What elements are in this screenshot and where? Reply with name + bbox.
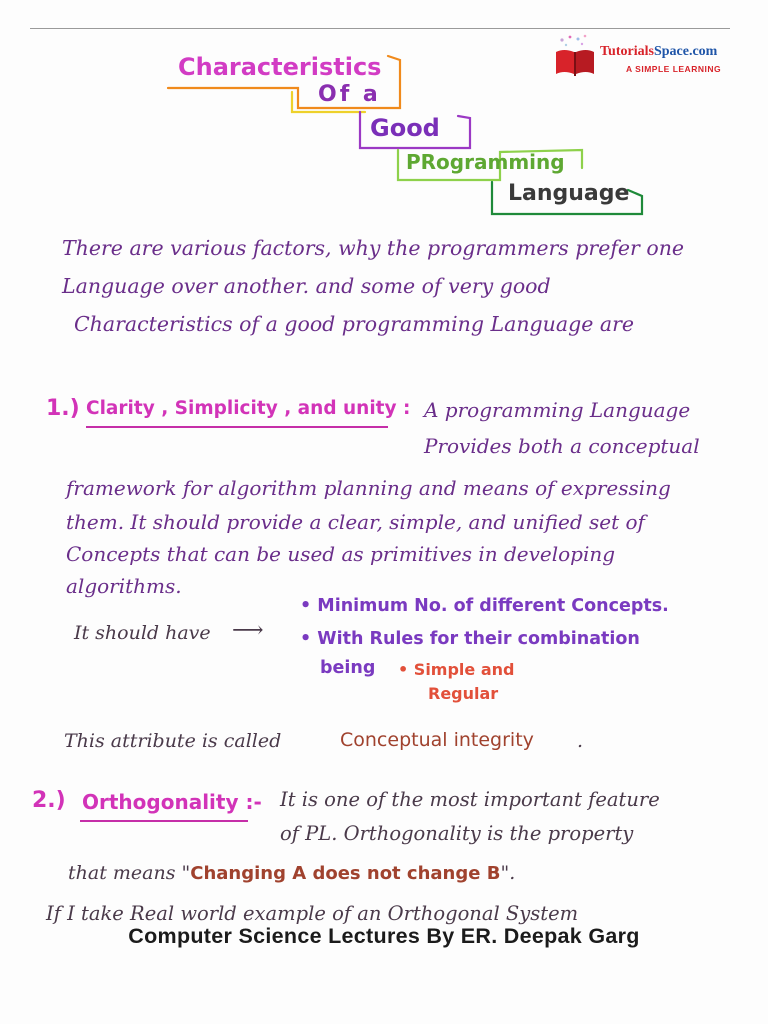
section1-line-4: them. It should provide a clear, simple, and unified set of bbox=[66, 510, 645, 534]
changing-a-quote: Changing A does not change B bbox=[190, 863, 501, 884]
intro-line-2: Language over another. and some of very good bbox=[62, 274, 551, 298]
section2-number: 2.) bbox=[32, 788, 66, 813]
section1-line-5: Concepts that can be used as primitives in developing bbox=[66, 542, 616, 566]
intro-line-1: There are various factors, why the programmers prefer one bbox=[62, 236, 685, 260]
title-word-of-a: Of a bbox=[318, 82, 381, 107]
bullet-minimum-concepts: • Minimum No. of different Concepts. bbox=[300, 596, 669, 616]
logo-name-part1: Tutorials bbox=[600, 44, 654, 59]
section1-line-2: Provides both a conceptual bbox=[424, 434, 700, 458]
section2-line-1: It is one of the most important feature bbox=[280, 788, 660, 811]
section1-heading-underline bbox=[86, 426, 388, 428]
book-logo-icon bbox=[552, 34, 598, 80]
section2-line-3 bbox=[68, 864, 515, 883]
title-word-language: Language bbox=[508, 181, 630, 206]
bullet-rules-combination: • With Rules for their combination bbox=[300, 629, 640, 649]
logo-tagline: A SIMPLE LEARNING bbox=[626, 64, 722, 74]
section1-line-3: framework for algorithm planning and means of expressing bbox=[66, 476, 671, 500]
should-have-arrow: ⟶ bbox=[232, 618, 264, 643]
being-text: being bbox=[320, 658, 376, 678]
section1-number: 1.) bbox=[46, 396, 80, 421]
sub-bullet-regular: Regular bbox=[428, 684, 499, 703]
section2-heading: Orthogonality :- bbox=[82, 790, 262, 814]
title-word-programming: PRogramming bbox=[406, 150, 565, 174]
section2-line-4: If I take Real world example of an Orthogonal System bbox=[46, 902, 579, 925]
attribute-text: This attribute is called bbox=[64, 730, 282, 752]
section1-line-6: algorithms. bbox=[66, 574, 182, 598]
section1-line-1: A programming Language bbox=[424, 398, 691, 422]
intro-line-3: Characteristics of a good programming Language are bbox=[74, 312, 634, 336]
footer-credit: Computer Science Lectures By ER. Deepak Garg bbox=[128, 924, 640, 948]
title-word-good: Good bbox=[370, 114, 440, 142]
line3-start: that means " bbox=[68, 862, 191, 884]
tutorialsspace-logo bbox=[552, 34, 732, 84]
section2-line-2: of PL. Orthogonality is the property bbox=[280, 822, 634, 845]
title-word-characteristics: Characteristics bbox=[178, 53, 382, 81]
line3-end: ". bbox=[500, 862, 516, 884]
logo-name bbox=[600, 44, 717, 60]
section2-heading-underline bbox=[80, 820, 248, 822]
sub-bullet-simple: • Simple and bbox=[398, 660, 515, 679]
conceptual-integrity-term: Conceptual integrity bbox=[340, 729, 534, 751]
logo-name-part2: Space.com bbox=[653, 44, 718, 59]
attribute-end: . bbox=[577, 730, 584, 752]
should-have-text: It should have bbox=[74, 622, 211, 644]
section1-heading: Clarity , Simplicity , and unity : bbox=[86, 398, 411, 419]
